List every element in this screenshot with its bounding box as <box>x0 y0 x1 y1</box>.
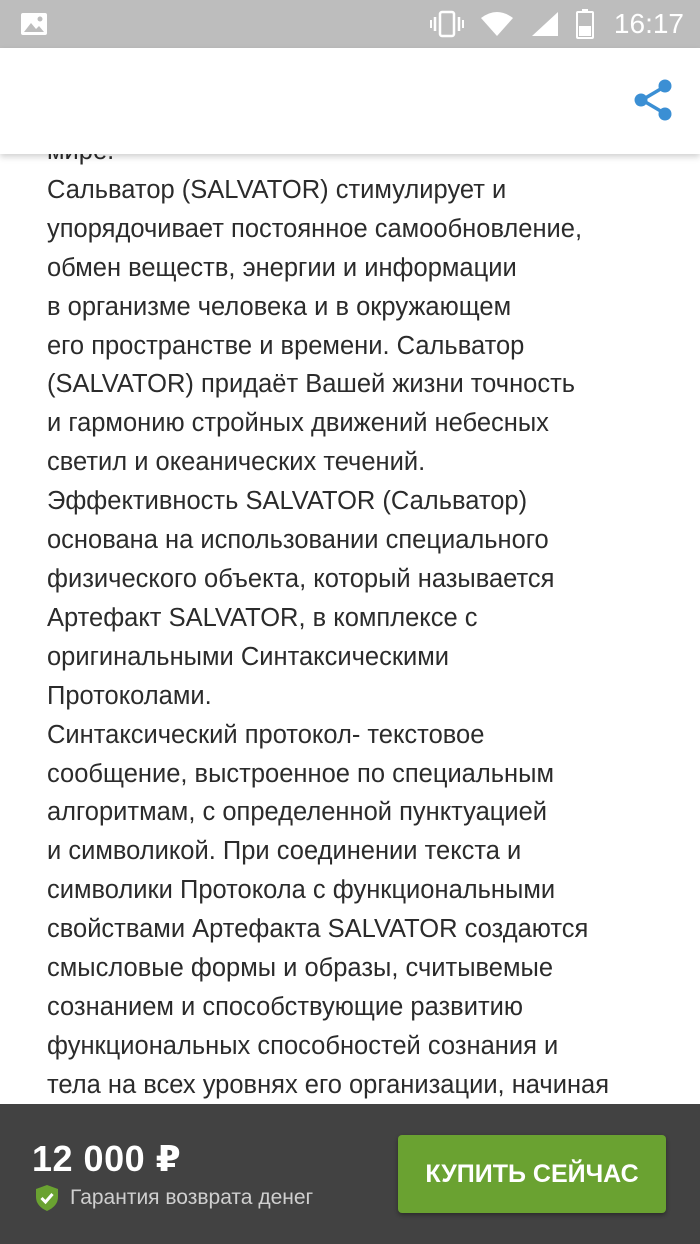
text-line: Сальватор (SALVATOR) стимулирует и <box>47 175 507 204</box>
wifi-icon <box>480 10 514 38</box>
text-line: (SALVATOR) придаёт Вашей жизни точность <box>47 370 576 399</box>
text-line: основана на использовании специального <box>47 526 549 555</box>
signal-icon <box>530 10 560 38</box>
purchase-bar <box>0 1104 700 1244</box>
text-line: упорядочивает постоянное самообновление, <box>47 214 583 243</box>
guarantee-text: Гарантия возврата денег <box>70 1186 314 1209</box>
status-time: 16:17 <box>613 8 684 39</box>
text-line: оригинальными Синтаксическими <box>47 642 449 671</box>
text-line: Артефакт SALVATOR, в комплексе с <box>47 603 478 632</box>
vibrate-icon <box>430 10 464 38</box>
status-bar <box>0 0 700 48</box>
money-back-guarantee <box>34 1184 313 1212</box>
battery-icon <box>576 9 594 39</box>
text-line: функциональных способностей сознания и <box>47 1031 559 1060</box>
share-button[interactable] <box>632 78 676 122</box>
text-line: символики Протокола с функциональными <box>47 876 556 905</box>
text-line: тела на всех уровнях его организации, начиная <box>47 1070 610 1099</box>
text-line: Эффективность SALVATOR (Сальватор) <box>47 487 528 516</box>
app-bar <box>0 48 700 154</box>
buy-now-button[interactable]: КУПИТЬ СЕЙЧАС <box>398 1135 666 1213</box>
text-line: в организме человека и в окружающем <box>47 292 512 321</box>
text-line: свойствами Артефакта SALVATOR создаются <box>47 915 589 944</box>
share-icon <box>632 78 676 122</box>
price: 12 000 ₽ <box>32 1138 182 1179</box>
text-line: физического объекта, который называется <box>47 564 555 593</box>
article-content <box>47 154 677 1104</box>
text-line: и символикой. При соединении текста и <box>47 837 522 866</box>
text-line: обмен веществ, энергии и информации <box>47 253 517 282</box>
text-line: светил и океанических течений. <box>47 448 426 477</box>
image-icon <box>20 12 48 36</box>
text-line: Синтаксический протокол- текстовое <box>47 720 485 749</box>
shield-check-icon <box>34 1184 60 1212</box>
text-line: его пространстве и времени. Сальватор <box>47 331 525 360</box>
text-line: сообщение, выстроенное по специальным <box>47 759 554 788</box>
text-line: смысловые формы и образы, считывемые <box>47 954 554 983</box>
text-line: алгоритмам, с определенной пунктуацией <box>47 798 548 827</box>
text-line: сознанием и способствующие развитию <box>47 992 524 1021</box>
text-line: и гармонию стройных движений небесных <box>47 409 549 438</box>
text-line: Протоколами. <box>47 681 212 710</box>
